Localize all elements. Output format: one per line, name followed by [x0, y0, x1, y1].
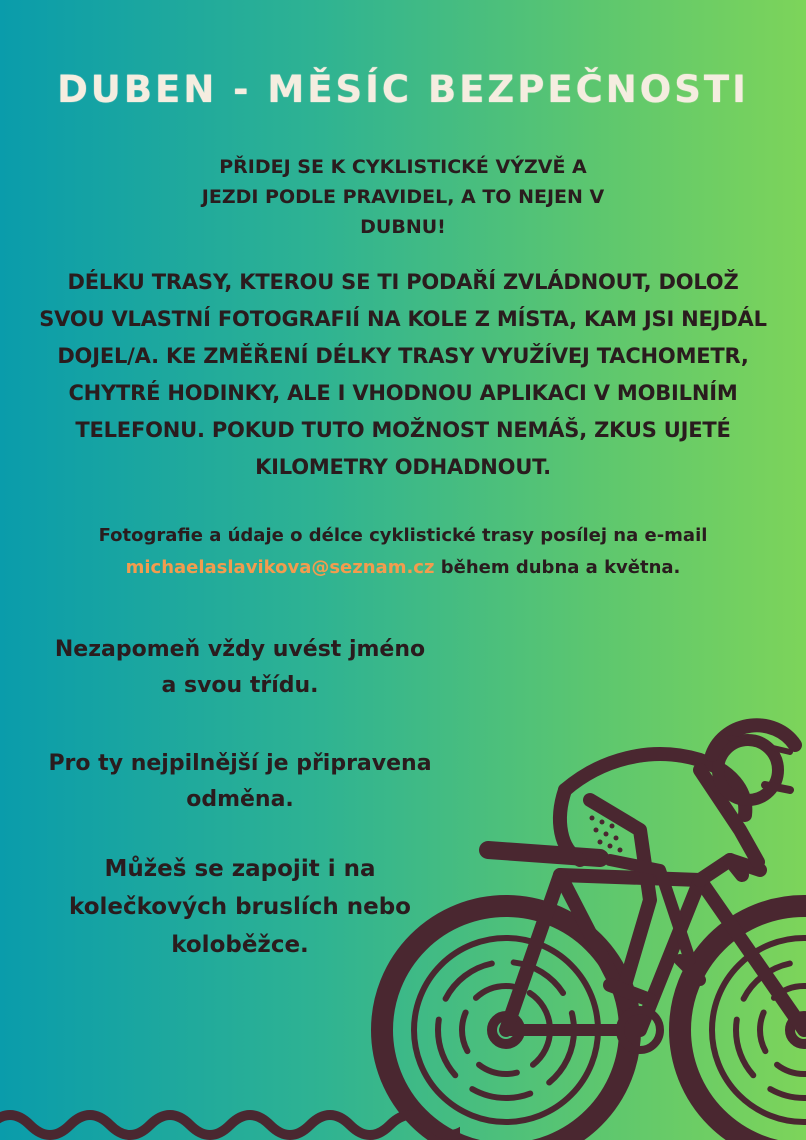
wave-line [0, 1100, 460, 1140]
alternatives-line: koloběžce. [171, 932, 309, 958]
reminder-line: Nezapomeň vždy uvést jméno [54, 637, 426, 662]
intro-line: DUBNU! [360, 216, 446, 238]
instructions-line: KILOMETRY ODHADNOUT. [255, 455, 551, 479]
alternatives-line: kolečkových bruslích nebo [69, 894, 411, 920]
email-line: Fotografie a údaje o délce cyklistické trasy posílej na e-mail [98, 525, 708, 546]
reminder-line: a svou třídu. [161, 673, 319, 698]
reward-line: Pro ty nejpilnější je připravena [48, 751, 432, 776]
cyclist-icon [350, 700, 806, 1140]
instructions-line: TELEFONU. POKUD TUTO MOŽNOST NEMÁŠ, ZKUS UJETÉ [75, 418, 731, 442]
reward-line: odměna. [186, 787, 294, 812]
instructions-line: DOJEL/A. KE ZMĚŘENÍ DÉLKY TRASY VYUŽÍVEJ TACHOMETR, [57, 344, 749, 368]
intro-text [170, 152, 636, 242]
intro-line: JEZDI PODLE PRAVIDEL, A TO NEJEN V [201, 186, 605, 208]
instructions-line: DÉLKU TRASY, KTEROU SE TI PODAŘÍ ZVLÁDNOUT, DOLOŽ [67, 270, 739, 294]
instructions-text [0, 264, 806, 486]
email-suffix: během dubna a května. [434, 557, 681, 578]
email-info [40, 520, 766, 584]
email-link[interactable]: michaelaslavikova@seznam.cz [125, 557, 435, 578]
email-line-2 [40, 552, 766, 584]
reminder-text [20, 632, 460, 704]
intro-line: PŘIDEJ SE K CYKLISTICKÉ VÝZVĚ A [219, 156, 587, 178]
instructions-line: CHYTRÉ HODINKY, ALE I VHODNOU APLIKACI V MOBILNÍM [68, 381, 738, 405]
alternatives-line: Můžeš se zapojit i na [104, 856, 376, 882]
poster-title: DUBEN - MĚSÍC BEZPEČNOSTI [57, 68, 749, 111]
instructions-line: SVOU VLASTNÍ FOTOGRAFIÍ NA KOLE Z MÍSTA, KAM JSI NEJDÁL [39, 307, 767, 331]
